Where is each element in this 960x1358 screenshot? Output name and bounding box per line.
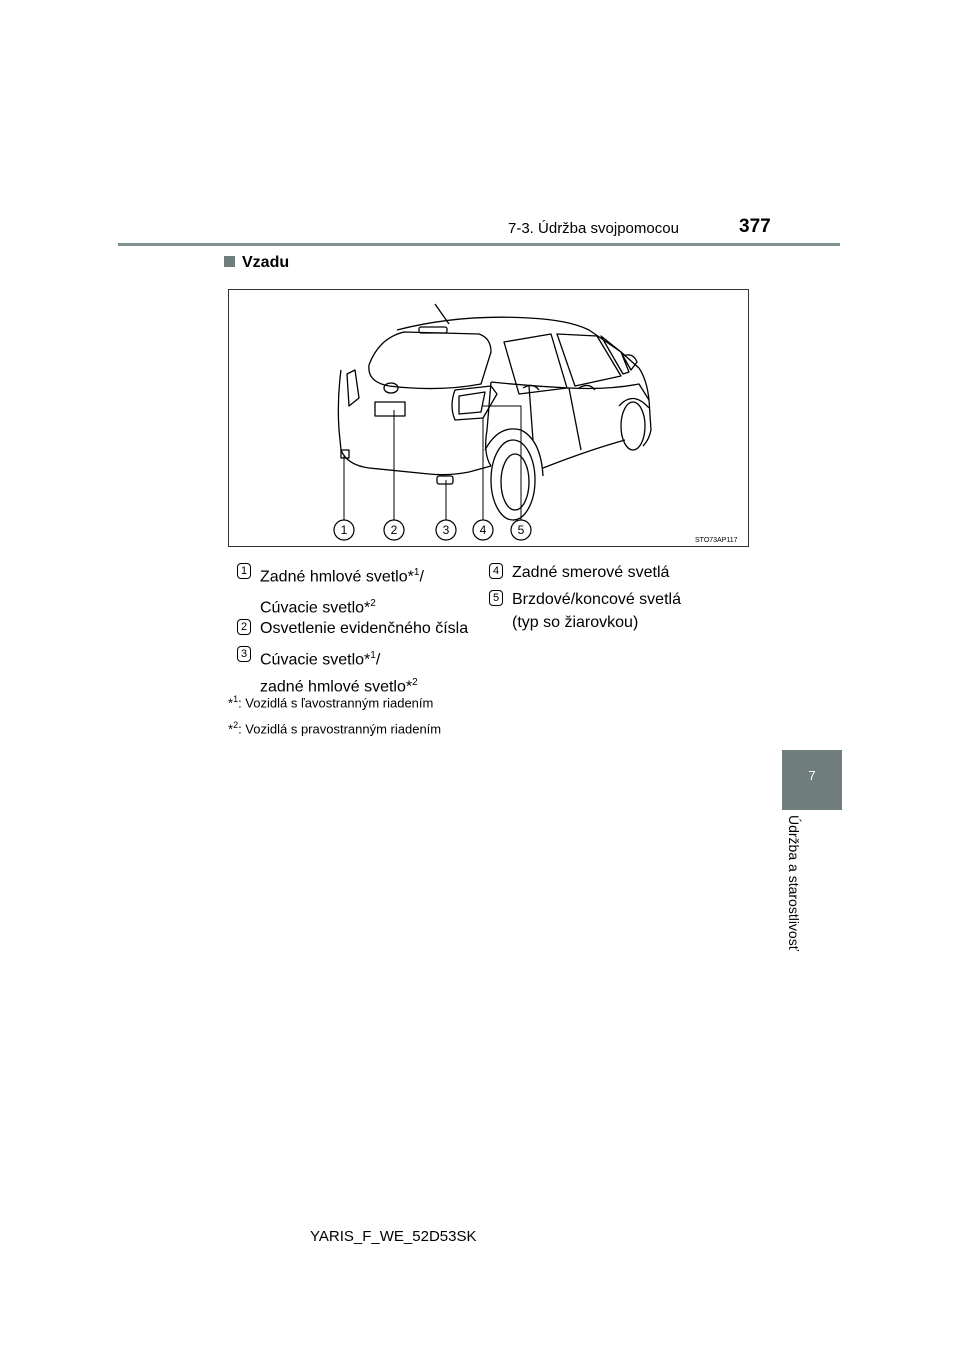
legend-item-1: 1 Zadné hmlové svetlo*$^1$/ Cúvacie svetlo*$^2$ — [237, 561, 424, 620]
section-heading — [224, 254, 289, 272]
document-code: YARIS_F_WE_52D53SK — [310, 1228, 477, 1245]
rear-wheel-hub — [501, 454, 529, 510]
figure-code: STO73AP117 — [695, 537, 738, 544]
figure-frame — [228, 289, 749, 547]
header-title: 7-3. Údržba svojpomocou — [508, 220, 679, 237]
section-heading-text: Vzadu — [242, 254, 290, 271]
number-2-icon: 2 — [237, 619, 251, 635]
callout-4: 4 — [479, 523, 487, 537]
right-tail-lamp-inner — [459, 392, 485, 414]
legend-item-2: 2 Osvetlenie evidenčného čísla — [237, 617, 468, 640]
door-line — [569, 388, 581, 450]
callout-1: 1 — [340, 523, 348, 537]
front-door-handle — [579, 385, 595, 390]
callout-2: 2 — [390, 523, 398, 537]
rear-window — [369, 332, 491, 389]
side-sill — [543, 440, 625, 468]
header-rule — [118, 243, 840, 246]
rear-door-line — [529, 386, 533, 440]
callout-3: 3 — [442, 523, 450, 537]
left-tail-lamp — [347, 370, 359, 406]
legend-item-5: 5 Brzdové/koncové svetlá (typ so žiarovkou) — [489, 588, 681, 634]
footnote-1: *$^1$: Vozidlá s ľavostranným riadením — [228, 694, 434, 711]
rear-corner-outline — [486, 382, 491, 466]
front-wheel-arch — [619, 398, 649, 408]
callout-5: 5 — [517, 523, 525, 537]
front-side-window — [557, 334, 621, 386]
number-5-icon: 5 — [489, 590, 503, 606]
chapter-tab-label: Údržba a starostlivosť — [786, 815, 802, 951]
legend-item-3: 3 Cúvacie svetlo*$^1$/ zadné hmlové svetlo*$^2$ — [237, 644, 418, 699]
brand-badge — [384, 383, 398, 393]
chapter-tab-number: 7 — [808, 768, 816, 783]
footnote-2: *$^2$: Vozidlá s pravostranným riadením — [228, 720, 442, 737]
license-plate-recess — [375, 402, 405, 416]
heading-square-icon — [224, 256, 235, 267]
front-wheel — [621, 402, 645, 450]
legend-item-4: 4 Zadné smerové svetlá — [489, 561, 669, 584]
number-1-icon: 1 — [237, 563, 251, 579]
page-number: 377 — [739, 216, 771, 237]
number-3-icon: 3 — [237, 646, 251, 662]
car-rear-illustration — [229, 290, 748, 546]
rear-side-window — [504, 334, 567, 394]
car-roof-outline — [397, 317, 651, 446]
number-4-icon: 4 — [489, 563, 503, 579]
lower-reflector — [437, 476, 453, 484]
